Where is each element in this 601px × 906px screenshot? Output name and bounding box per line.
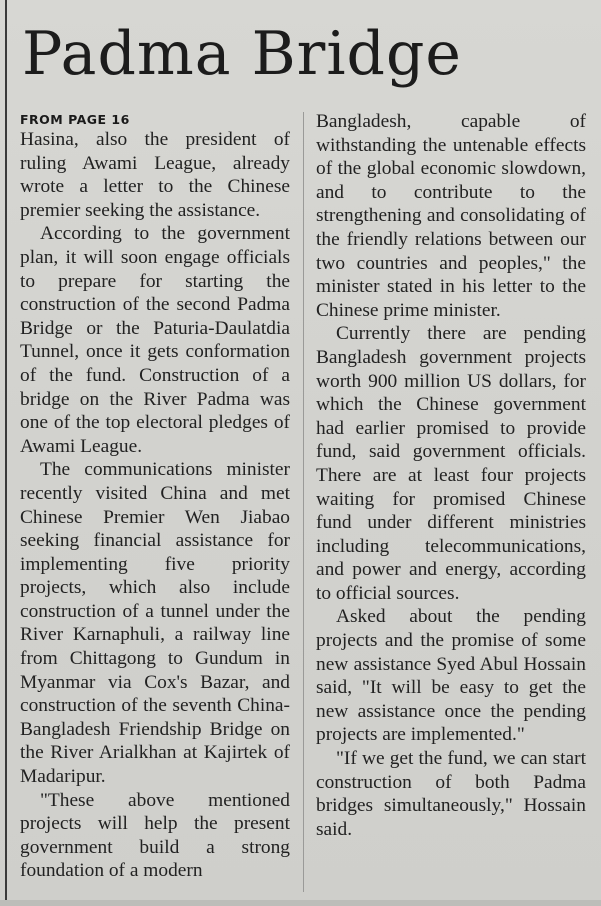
kicker-from-page: FROM PAGE 16 [20, 112, 130, 127]
paragraph: Asked about the pending projects and the promise of some new assistance Syed Abul Hossain said, "It will be easy to get the new assistance once the pending projects are implemented." [316, 606, 586, 746]
page-bottom-edge [0, 900, 601, 906]
paragraph: According to the government plan, it will soon engage officials to prepare for starting the construction of the second Padma Bridge or the Paturia-Daulatdia Tunnel, once it gets conformation of the fund. Construction of a bridge on the River Padma was one of the top electoral pledges of Awami League. [20, 223, 290, 457]
page-edge-rule [5, 0, 7, 906]
paragraph: Currently there are pending Bangladesh government projects worth 900 million US dollars, for which the Chinese government had earlier promised to provide fund, said government officials. There are at least four projects waiting for promised Chinese fund under different ministries including telecommunications, and power and energy, according to official sources. [316, 323, 586, 604]
paragraph: Bangladesh, capable of withstanding the untenable effects of the global economic slowdown, and to contribute to the strengthening and consolidating of the friendly relations between our two countries and peoples," the minister stated in his letter to the Chinese prime minister. [316, 111, 586, 321]
headline: Padma Bridge [22, 19, 462, 89]
paragraph: "These above mentioned projects will help the present government build a strong foundation of a modern [20, 789, 290, 882]
article-column-right [316, 110, 586, 841]
article-column-left [20, 110, 290, 883]
paragraph: Hasina, also the president of ruling Awami League, already wrote a letter to the Chinese premier seeking the assistance. [20, 129, 290, 221]
column-divider [303, 112, 304, 892]
paragraph: "If we get the fund, we can start construction of both Padma bridges simultaneously," Hossain said. [316, 748, 586, 840]
paragraph: The communications minister recently visited China and met Chinese Premier Wen Jiabao seeking financial assistance for implementing five priority projects, which also include construction of a tunnel under the River Karnaphuli, a railway line from Chittagong to Gundum in Myanmar via Cox's Bazar, and construction of the seventh China-Bangladesh Friendship Bridge on the River Arialkhan at Kajirtek of Madaripur. [20, 459, 290, 788]
